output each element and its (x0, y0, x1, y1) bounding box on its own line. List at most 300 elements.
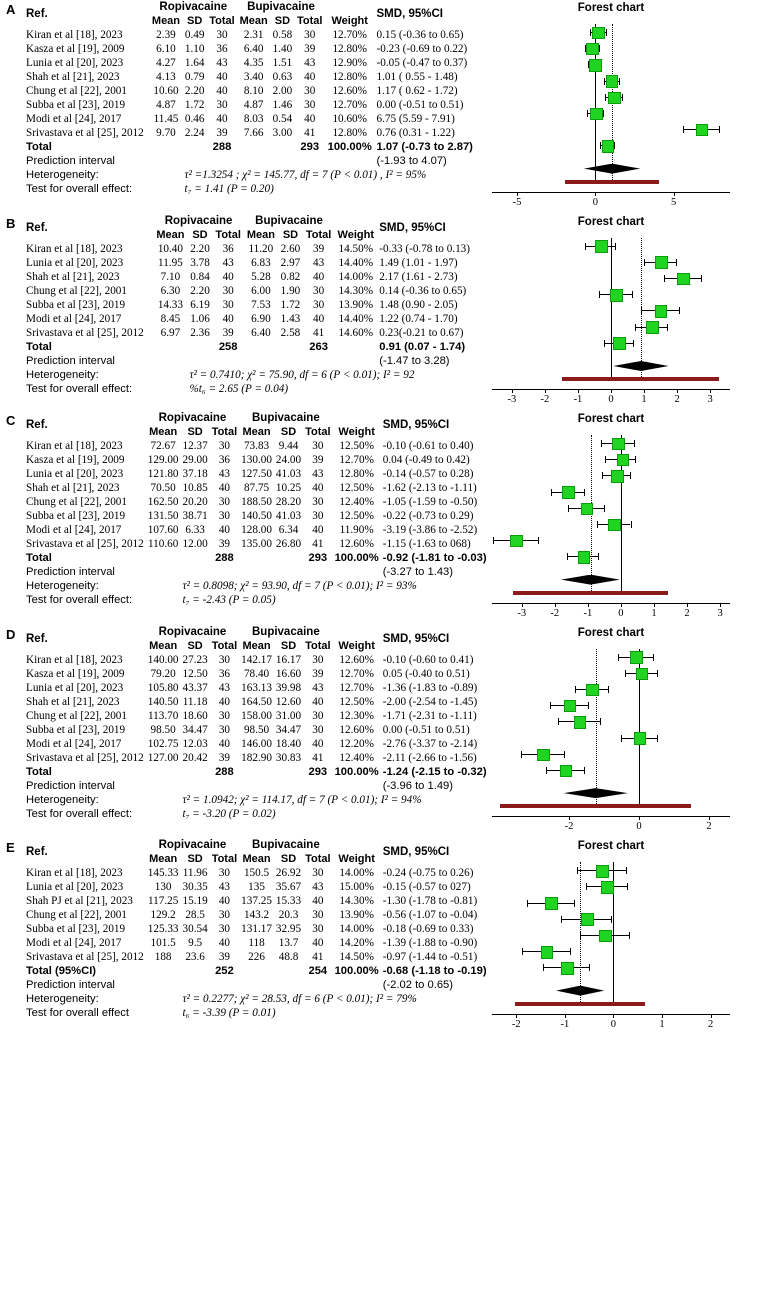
sd-1: 38.71 (182, 509, 208, 522)
total-2: 41 (312, 537, 324, 550)
header-total-1: Total (211, 853, 238, 866)
confidence-interval-cap (522, 948, 523, 955)
effect-estimate: 1.17 ( 0.62 - 1.72) (376, 85, 458, 97)
mean-1: 7.10 (160, 270, 181, 283)
effect-estimate: -0.56 (-1.07 to -0.04) (382, 909, 478, 922)
confidence-interval-cap (551, 489, 552, 496)
sd-1: 10.85 (182, 481, 208, 494)
total-label: Total (26, 551, 52, 564)
confidence-interval-cap (598, 553, 599, 560)
study-label: Chung et al [22], 2001 (26, 495, 127, 508)
header-group-ropivacaine: Ropivacaine (159, 1, 228, 13)
sd-1: 15.19 (182, 895, 208, 908)
confidence-interval-cap (538, 537, 539, 544)
mean-2: 127.50 (241, 467, 272, 480)
prediction-row (24, 354, 478, 368)
study-label: Kiran et al [18], 2023 (26, 29, 123, 41)
sd-2: 1.46 (272, 99, 293, 111)
chart-title: Forest chart (577, 840, 645, 853)
blank (274, 551, 303, 565)
study-label: Modi et al [24], 2017 (26, 737, 122, 750)
sd-2: 10.25 (275, 481, 302, 494)
total-2: 40 (312, 481, 324, 494)
weight: 14.30% (338, 284, 374, 297)
sd-1: 20.42 (182, 751, 208, 764)
sd-1: 2.24 (184, 127, 205, 139)
blank (237, 140, 270, 154)
total-label: Total (26, 141, 52, 153)
mean-2: 146.00 (241, 737, 272, 750)
mean-1: 129.2 (150, 909, 176, 922)
sd-2: 1.72 (280, 298, 301, 311)
study-label: Kasza et al [19], 2009 (26, 667, 125, 680)
chart-title: Forest chart (577, 215, 645, 228)
sd-2: 41.03 (275, 509, 302, 522)
mean-2: 78.40 (243, 667, 270, 680)
total-effect: 1.07 (-0.73 to 2.87) (376, 141, 473, 153)
header-total-2: Total (305, 228, 332, 241)
header-mean-1: Mean (151, 15, 181, 27)
sd-1: 2.20 (190, 242, 210, 255)
confidence-interval-cap (584, 489, 585, 496)
confidence-interval-cap (634, 440, 635, 447)
confidence-interval-cap (585, 243, 586, 250)
mean-2: 131.17 (241, 923, 272, 936)
study-label: Chung et al [22], 2001 (26, 284, 127, 297)
axis-tick-label: 0 (636, 821, 642, 833)
axis-tick (674, 192, 675, 196)
weight: 12.20% (339, 737, 374, 750)
mean-2: 142.17 (241, 653, 272, 666)
weight: 14.50% (338, 242, 374, 255)
header-ref: Ref. (26, 418, 48, 431)
confidence-interval-cap (570, 948, 571, 955)
header-ref: Ref. (26, 8, 48, 20)
sd-2: 13.7 (278, 937, 299, 950)
total-1: 36 (216, 43, 228, 55)
effect-estimate: 1.01 ( 0.55 - 1.48) (376, 71, 458, 83)
total-2: 43 (312, 467, 324, 480)
mean-1: 101.5 (150, 937, 176, 950)
total-weight: 100.00% (327, 141, 372, 153)
heterogeneity-value: τ² = 0.8098; χ² = 93.90, df = 7 (P < 0.01); I² = 93% (182, 579, 417, 592)
study-label: Srivastava et al [25], 2012 (26, 951, 144, 964)
study-label: Subba et al [23], 2019 (26, 99, 126, 111)
confidence-interval-cap (561, 916, 562, 923)
mean-1: 11.95 (158, 256, 183, 269)
total-n-1: 288 (215, 551, 234, 564)
header-mean-1: Mean (149, 425, 178, 438)
total-1: 30 (218, 495, 231, 508)
header-weight: Weight (331, 15, 368, 27)
mean-2: 137.25 (241, 895, 272, 908)
study-label: Shah et al [21], 2023 (26, 481, 120, 494)
header-sd-2: SD (274, 15, 291, 27)
axis-tick (710, 389, 711, 393)
total-n-2: 293 (308, 765, 328, 778)
sd-2: 28.20 (275, 495, 302, 508)
table-row (24, 112, 478, 126)
x-axis (492, 192, 730, 193)
study-label: Srivastava et al [25], 2012 (26, 537, 144, 550)
panel-b (0, 214, 768, 411)
confidence-interval-cap (493, 537, 494, 544)
heterogeneity-label: Heterogeneity: (26, 793, 99, 806)
confidence-interval-cap (599, 291, 600, 298)
study-label: Srivastava et al [25], 2012 (26, 127, 144, 139)
weight: 14.30% (339, 895, 374, 908)
total-n-1: 288 (215, 765, 234, 778)
sd-2: 2.60 (280, 242, 301, 255)
mean-1: 9.70 (156, 127, 176, 139)
effect-estimate: -0.15 (-0.57 to 027) (382, 881, 471, 894)
mean-2: 143.2 (243, 909, 270, 922)
study-label: Lunia et al [20], 2023 (26, 467, 124, 480)
study-label: Chung et al [22], 2001 (26, 909, 127, 922)
study-label: Modi et al [24], 2017 (26, 113, 122, 125)
table-row (24, 326, 478, 340)
header-mean-2: Mean (239, 15, 268, 27)
mean-2: 226 (248, 951, 265, 964)
mean-2: 7.53 (251, 298, 271, 311)
total-weight: 100.00% (334, 765, 379, 778)
study-marker (596, 865, 609, 878)
mean-1: 145.33 (147, 867, 179, 880)
total-2: 30 (313, 298, 325, 311)
pooled-estimate-line (596, 649, 597, 809)
sd-2: 0.58 (272, 29, 293, 41)
study-marker (655, 305, 668, 318)
confidence-interval-cap (604, 78, 605, 85)
effect-estimate: -0.18 (-0.69 to 0.33) (382, 923, 474, 936)
blank (239, 765, 274, 779)
table-row (24, 256, 478, 270)
mean-2: 6.83 (251, 256, 271, 269)
plot-area (478, 425, 744, 619)
sd-1: 12.37 (182, 439, 208, 452)
table-row (24, 509, 489, 523)
header-weight-spacer (333, 625, 381, 639)
sd-1: 0.49 (184, 29, 205, 41)
sd-2: 2.97 (280, 256, 301, 269)
weight: 14.40% (338, 312, 374, 325)
overall-effect-row (24, 593, 489, 607)
header-ref: Ref. (26, 632, 48, 645)
study-label: Chung et al [22], 2001 (26, 85, 127, 97)
total-2: 30 (312, 723, 324, 736)
study-marker (562, 486, 574, 498)
confidence-interval-cap (608, 686, 609, 693)
mean-2: 150.5 (243, 867, 270, 880)
confidence-interval-cap (611, 916, 612, 923)
effect-estimate: 0.04 (-0.49 to 0.42) (382, 453, 470, 466)
heterogeneity-value: τ² = 0.7410; χ² = 75.90, df = 6 (P < 0.01); I² = 92 (189, 368, 415, 381)
study-label: Lunia et al [20], 2023 (26, 57, 124, 69)
study-label: Kasza et al [19], 2009 (26, 453, 125, 466)
total-2: 41 (312, 751, 324, 764)
prediction-label: Prediction interval (26, 155, 115, 167)
header-mean-2: Mean (242, 853, 271, 866)
header-group-bupivacaine: Bupivacaine (247, 1, 315, 13)
total-n-2: 293 (308, 551, 328, 564)
study-marker (537, 749, 549, 761)
prediction-interval: (-1.47 to 3.28) (379, 354, 450, 367)
sd-1: 34.47 (182, 723, 208, 736)
overall-effect-row (24, 1006, 489, 1020)
header-total-2: Total (305, 853, 331, 866)
header-group-ropivacaine: Ropivacaine (164, 214, 233, 227)
total-2: 41 (313, 326, 325, 339)
chart-title: Forest chart (577, 412, 645, 425)
mean-1: 4.13 (156, 71, 176, 83)
blank (239, 964, 274, 978)
header-weight-spacer (333, 838, 381, 852)
total-1: 40 (218, 481, 231, 494)
prediction-interval-bar (565, 180, 659, 184)
table-row (24, 653, 489, 667)
sd-2: 15.33 (275, 895, 302, 908)
mean-2: 163.13 (241, 681, 272, 694)
sd-2: 0.82 (280, 270, 301, 283)
header-group-ropivacaine: Ropivacaine (158, 625, 227, 638)
total-2: 30 (312, 653, 324, 666)
sd-2: 16.17 (275, 653, 302, 666)
mean-1: 8.45 (160, 312, 181, 325)
total-1: 40 (218, 523, 231, 536)
effect-estimate: 1.49 (1.01 - 1.97) (379, 256, 458, 269)
table-row (24, 866, 489, 880)
table-row (24, 298, 478, 312)
weight: 12.60% (339, 537, 374, 550)
axis-tick (611, 389, 612, 393)
header-mean-2: Mean (242, 425, 271, 438)
study-marker (608, 519, 620, 531)
total-row (24, 765, 489, 779)
header-smd: SMD, 95%CI (382, 632, 450, 645)
heterogeneity-label: Heterogeneity: (26, 368, 99, 381)
header-smd: SMD, 95%CI (379, 221, 446, 234)
weight: 13.90% (338, 298, 374, 311)
total-1: 40 (218, 895, 231, 908)
mean-1: 105.80 (147, 681, 179, 694)
total-1: 30 (222, 298, 234, 311)
mean-2: 6.40 (243, 43, 264, 55)
sd-1: 1.06 (190, 312, 210, 325)
total-weight: 100.00% (334, 551, 379, 564)
confidence-interval-cap (550, 702, 551, 709)
mean-1: 127.00 (147, 751, 179, 764)
weight: 12.40% (339, 751, 374, 764)
study-marker (613, 337, 626, 350)
effect-estimate: -2.11 (-2.66 to -1.56) (382, 751, 477, 764)
total-n-1: 258 (218, 340, 238, 353)
panel-body (0, 625, 768, 833)
mean-2: 5.28 (251, 270, 271, 283)
confidence-interval-cap (618, 654, 619, 661)
header-sd-2: SD (280, 425, 297, 438)
sd-1: 9.5 (188, 937, 203, 950)
axis-tick-label: -2 (550, 607, 560, 619)
mean-1: 70.50 (150, 481, 176, 494)
mean-1: 107.60 (147, 523, 179, 536)
total-effect: -0.92 (-1.81 to -0.03) (382, 551, 487, 564)
forest-chart-a (478, 0, 744, 208)
total-2: 39 (312, 453, 324, 466)
total-2: 30 (312, 923, 324, 936)
x-axis (492, 816, 730, 817)
confidence-interval-cap (527, 900, 528, 907)
heterogeneity-row (24, 793, 489, 807)
sd-2: 24.00 (275, 453, 302, 466)
prediction-label: Prediction interval (26, 565, 115, 578)
header-weight-spacer (325, 0, 375, 14)
sd-2: 31.00 (275, 709, 302, 722)
weight: 12.80% (332, 43, 367, 55)
overall-effect-row (24, 182, 478, 196)
header-weight: Weight (337, 228, 374, 241)
mean-1: 6.10 (156, 43, 176, 55)
confidence-interval-cap (602, 472, 603, 479)
study-label: Kiran et al [18], 2023 (26, 867, 123, 880)
confidence-interval-cap (622, 94, 623, 101)
sd-2: 6.34 (278, 523, 299, 536)
total-1: 30 (222, 284, 234, 297)
confidence-interval-cap (701, 275, 702, 282)
mean-1: 110.60 (147, 537, 179, 550)
confidence-interval-cap (586, 883, 587, 890)
effect-estimate: -0.24 (-0.75 to 0.26) (382, 867, 474, 880)
mean-2: 130.00 (241, 453, 272, 466)
prediction-label: Prediction interval (26, 979, 115, 992)
effect-estimate: -1.71 (-2.31 to -1.11) (382, 709, 477, 722)
mean-2: 2.31 (243, 29, 264, 41)
total-label: Total (26, 765, 52, 778)
meta-table (24, 214, 478, 396)
blank (181, 765, 210, 779)
total-n-2: 293 (300, 141, 320, 153)
prediction-interval-bar (500, 804, 691, 808)
confidence-interval-cap (587, 110, 588, 117)
header-group-bupivacaine: Bupivacaine (255, 214, 323, 227)
study-label: Modi et al [24], 2017 (26, 523, 122, 536)
total-effect: -0.68 (-1.18 to -0.19) (382, 965, 487, 978)
sd-1: 30.35 (182, 881, 208, 894)
weight: 11.90% (339, 523, 374, 536)
panel-letter-e: E (6, 840, 15, 856)
study-marker (612, 438, 624, 450)
effect-estimate: -0.33 (-0.78 to 0.13) (379, 242, 470, 255)
heterogeneity-value: τ² = 0.2277; χ² = 28.53, df = 6 (P < 0.01); I² = 79% (182, 993, 417, 1006)
meta-table (24, 0, 478, 196)
total-2: 30 (312, 867, 324, 880)
axis-tick (621, 603, 622, 607)
table-row (24, 537, 489, 551)
total-1: 40 (216, 113, 228, 125)
mean-2: 3.40 (243, 71, 264, 83)
axis-tick-label: 0 (610, 1018, 617, 1030)
confidence-interval-cap (615, 243, 616, 250)
study-marker (581, 913, 594, 926)
table-row (24, 667, 489, 681)
sd-2: 0.63 (272, 71, 293, 83)
table-row (24, 28, 478, 42)
total-1: 30 (216, 29, 228, 41)
overall-effect-label: Test for overall effect: (26, 382, 133, 395)
axis-tick-label: -1 (583, 607, 593, 619)
confidence-interval-cap (604, 505, 605, 512)
study-label: Kiran et al [18], 2023 (26, 439, 123, 452)
sd-2: 35.67 (275, 881, 302, 894)
axis-tick (687, 603, 688, 607)
mean-2: 4.35 (243, 57, 264, 69)
table-row (24, 84, 478, 98)
study-label: Subba et al [23], 2019 (26, 723, 126, 736)
study-marker (608, 92, 620, 104)
axis-tick-label: 0 (592, 196, 598, 208)
confidence-interval-cap (657, 670, 658, 677)
study-marker (578, 551, 590, 563)
header-sd-1: SD (192, 228, 208, 241)
total-2: 41 (304, 127, 316, 139)
total-2: 41 (312, 951, 324, 964)
sd-2: 48.8 (278, 951, 299, 964)
axis-tick (517, 192, 518, 196)
weight: 13.90% (339, 909, 374, 922)
study-marker (655, 256, 668, 269)
total-1: 40 (218, 695, 231, 708)
weight: 15.00% (339, 881, 374, 894)
mean-1: 6.30 (160, 284, 181, 297)
effect-estimate: -1.30 (-1.78 to -0.81) (382, 895, 478, 908)
table-row (24, 523, 489, 537)
total-1: 39 (216, 127, 228, 139)
study-table-a (0, 0, 478, 208)
blank (149, 140, 182, 154)
total-1: 30 (218, 509, 231, 522)
sd-2: 18.40 (275, 737, 302, 750)
total-2: 30 (313, 284, 325, 297)
header-mean-2: Mean (246, 228, 275, 241)
axis-tick (711, 1014, 712, 1018)
effect-estimate: -3.19 (-3.86 to -2.52) (382, 523, 478, 536)
header-sd-2: SD (280, 853, 297, 866)
weight: 14.00% (339, 923, 374, 936)
mean-2: 73.83 (243, 439, 270, 452)
total-2: 30 (304, 85, 316, 97)
weight: 12.80% (332, 127, 367, 139)
total-1: 40 (216, 85, 228, 97)
sd-1: 28.5 (185, 909, 205, 922)
total-effect: -1.24 (-2.15 to -0.32) (382, 765, 487, 778)
mean-2: 6.00 (251, 284, 271, 297)
table-row (24, 880, 489, 894)
axis-tick-label: -2 (511, 1018, 521, 1030)
study-table-d (0, 625, 487, 833)
total-2: 43 (312, 881, 324, 894)
prediction-interval-bar (513, 591, 668, 595)
total-2: 43 (312, 681, 324, 694)
header-ref: Ref. (26, 221, 48, 234)
confidence-interval-cap (625, 670, 626, 677)
axis-tick (588, 603, 589, 607)
panel-body (0, 0, 768, 208)
total-2: 30 (304, 99, 316, 111)
forest-chart-d (478, 625, 744, 833)
overall-effect-row (24, 382, 478, 396)
mean-1: 117.25 (147, 895, 179, 908)
study-label: Lunia et al [20], 2023 (26, 256, 124, 269)
overall-effect-value: t₇ = -2.43 (P = 0.05) (182, 593, 276, 606)
